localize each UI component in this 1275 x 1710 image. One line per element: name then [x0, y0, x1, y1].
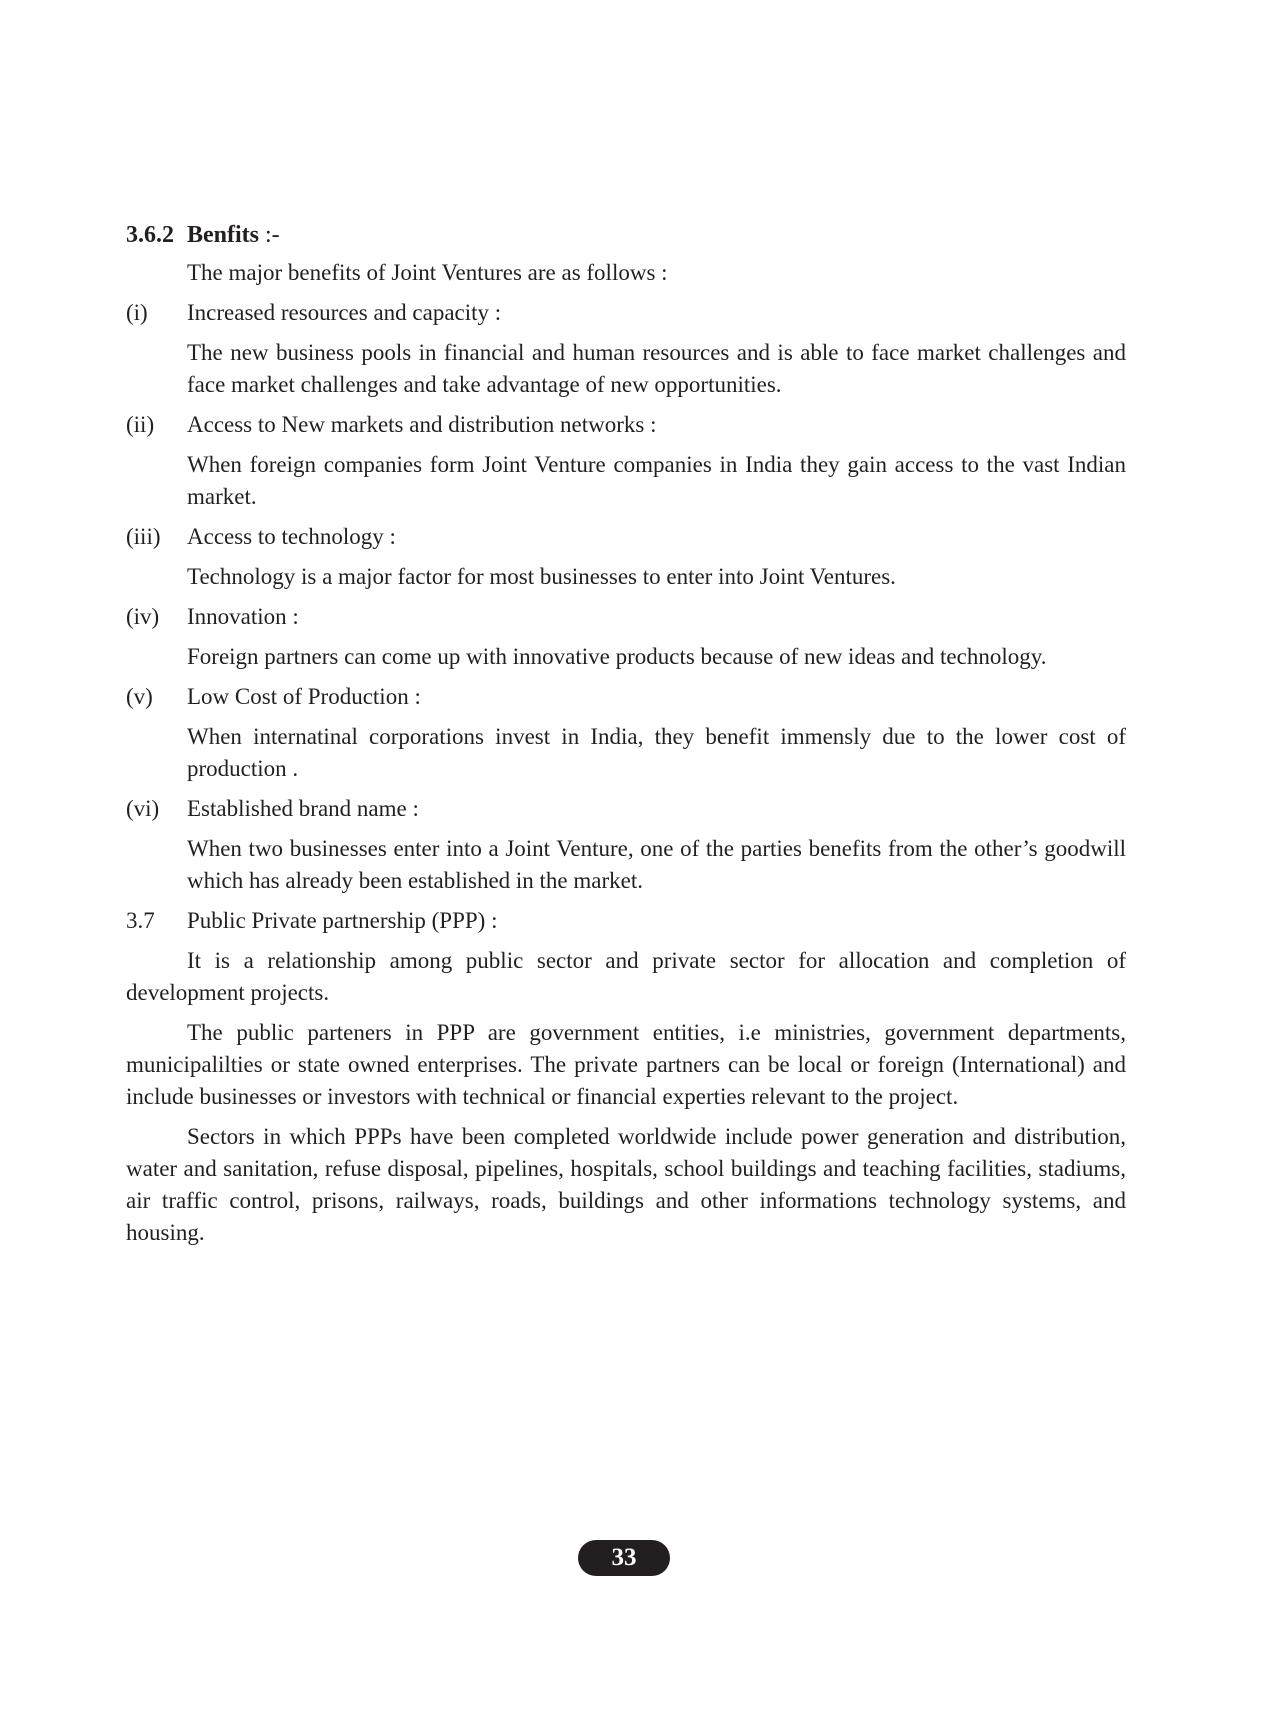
benefit-label: Increased resources and capacity : [187, 300, 502, 325]
section-title: Benfits [187, 222, 259, 248]
benefit-text: When internatinal corporations invest in India, they benefit immensly due to the lower cost of production . [187, 724, 1126, 781]
ppp-paragraph: It is a relationship among public sector and private sector for allocation and completion of development projects. [126, 948, 1126, 1005]
page-content [126, 219, 1126, 1257]
benefit-text: Technology is a major factor for most businesses to enter into Joint Ventures. [187, 564, 896, 589]
benefit-marker: (iii) [126, 524, 161, 549]
benefit-marker: (ii) [126, 412, 155, 437]
section-intro: The major benefits of Joint Ventures are as follows : [187, 260, 668, 285]
ppp-paragraph: The public parteners in PPP are government entities, i.e ministries, government departments, municipalilties or state owned enterprises. The private partners can be local or foreign (International) and include businesses or investors with technical or financial experties relevant to the project. [126, 1020, 1126, 1109]
ppp-marker: 3.7 [126, 908, 155, 933]
ppp-heading [126, 905, 1126, 937]
benefit-marker: (vi) [126, 796, 160, 821]
benefit-marker: (v) [126, 684, 153, 709]
benefit-heading [126, 521, 1126, 553]
benefit-label: Access to New markets and distribution networks : [187, 412, 657, 437]
benefit-heading [126, 601, 1126, 633]
section-number: 3.6.2 [126, 222, 174, 248]
benefit-label: Access to technology : [187, 524, 396, 549]
benefit-heading [126, 297, 1126, 329]
benefit-marker: (i) [126, 300, 148, 325]
benefit-marker: (iv) [126, 604, 160, 629]
benefit-label: Innovation : [187, 604, 299, 629]
benefit-text: Foreign partners can come up with innovative products because of new ideas and technology. [187, 644, 1047, 669]
benefit-heading [126, 681, 1126, 713]
benefit-label: Low Cost of Production : [187, 684, 421, 709]
benefit-text: When two businesses enter into a Joint Venture, one of the parties benefits from the other’s goodwill which has already been established in the market. [187, 836, 1126, 893]
ppp-paragraph: Sectors in which PPPs have been completed worldwide include power generation and distribution, water and sanitation, refuse disposal, pipelines, hospitals, school buildings and teaching facilities, stadiums, air traffic control, prisons, railways, roads, buildings and other informations technology systems, and housing. [126, 1124, 1126, 1245]
section-heading [126, 219, 1126, 251]
benefit-text: When foreign companies form Joint Venture companies in India they gain access to the vast Indian market. [187, 452, 1126, 509]
benefit-text: The new business pools in financial and human resources and is able to face market challenges and face market challenges and take advantage of new opportunities. [187, 340, 1126, 397]
page-number-badge: 33 [578, 1540, 670, 1576]
benefit-heading [126, 409, 1126, 441]
benefit-heading [126, 793, 1126, 825]
ppp-label: Public Private partnership (PPP) : [187, 908, 498, 933]
benefit-label: Established brand name : [187, 796, 419, 821]
section-title-suffix: :- [259, 222, 280, 248]
